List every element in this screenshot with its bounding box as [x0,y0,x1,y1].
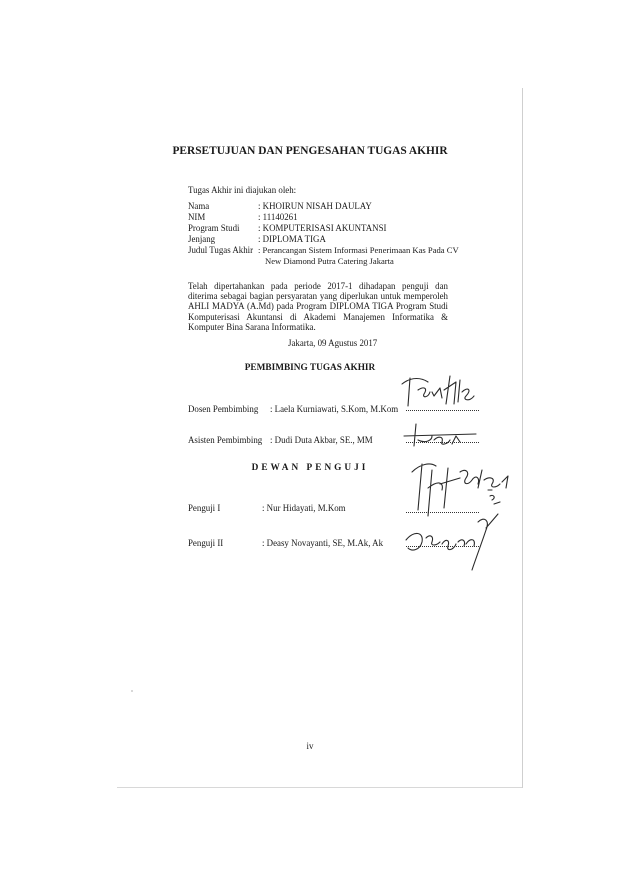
dosen-pembimbing-label: Dosen Pembimbing [188,404,259,414]
approval-date: Jakarta, 09 Agustus 2017 [288,338,378,348]
asisten-pembimbing-name: : Dudi Duta Akbar, SE., MM [270,435,373,445]
field-value-jenjang: : DIPLOMA TIGA [258,234,326,244]
dosen-pembimbing-name: : Laela Kurniawati, S.Kom, M.Kom [270,404,399,414]
penguji-2-name: : Deasy Novayanti, SE, M.Ak, Ak [262,538,384,548]
dewan-penguji-heading: DEWAN PENGUJI [251,463,369,473]
page-number: iv [306,741,314,751]
field-label-nama: Nama [188,201,210,211]
penguji-1-label: Penguji I [188,503,221,513]
pembimbing-heading: PEMBIMBING TUGAS AKHIR [244,363,376,373]
field-label-jenjang: Jenjang [188,234,216,244]
field-label-program-studi: Program Studi [188,223,240,233]
approval-paragraph: Telah dipertahankan pada periode 2017-1 dihadapan penguji dan diterima sebagai bagian persyaratan yang diperlukan untuk memperoleh AHLI MADYA (A.Md) pada Program DIPLOMA TIGA Program Studi Komputerisasi Akuntansi di Akademi Manajemen Informatika & Komputer Bina Sarana Informatika. [188,281,448,332]
field-value-program-studi: : KOMPUTERISASI AKUNTANSI [258,223,387,233]
page-edge [522,88,523,788]
signature-dosen-pembimbing [398,372,478,412]
penguji-2-label: Penguji II [188,538,224,548]
field-label-nim: NIM [188,212,206,222]
intro-text: Tugas Akhir ini diajukan oleh: [188,185,297,195]
document-title: PERSETUJUAN DAN PENGESAHAN TUGAS AKHIR [172,145,448,157]
signature-penguji-2 [400,508,504,578]
field-value-nim: : 11140261 [258,212,298,222]
penguji-1-name: : Nur Hidayati, M.Kom [262,503,346,513]
signature-asisten-pembimbing [402,418,482,450]
field-label-judul: Judul Tugas Akhir [188,245,254,255]
field-value-judul: : Perancangan Sistem Informasi Penerimaan Kas Pada CV [258,245,459,255]
field-value-nama: : KHOIRUN NISAH DAULAY [258,201,372,211]
page-edge [117,787,522,788]
field-value-judul-line2: New Diamond Putra Catering Jakarta [265,256,394,266]
scan-speck [131,690,133,692]
asisten-pembimbing-label: Asisten Pembimbing [188,435,263,445]
